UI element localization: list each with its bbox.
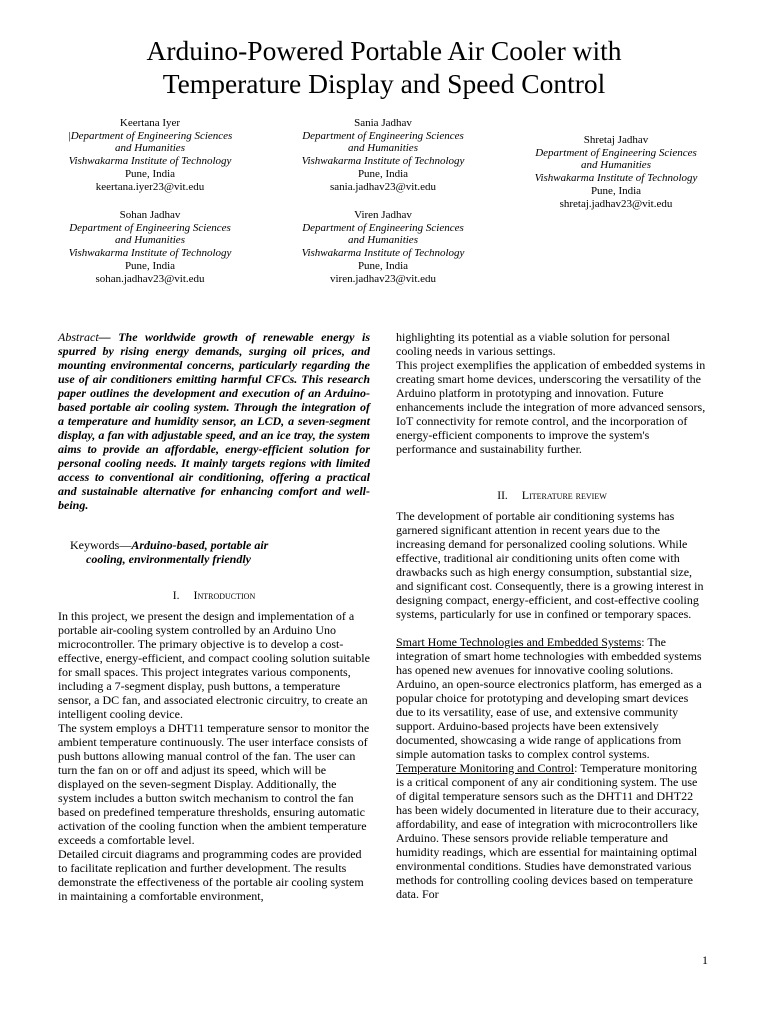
author-email: shretaj.jadhav23@vit.edu	[559, 197, 673, 210]
author-institute: Vishwakarma Institute of Technology	[301, 247, 465, 260]
title-line-1: Arduino-Powered Portable Air Cooler with	[146, 35, 622, 66]
page-number: 1	[702, 953, 708, 967]
author-email: viren.jadhav23@vit.edu	[329, 272, 437, 285]
author-institute: Vishwakarma Institute of Technology	[68, 155, 232, 168]
lit-paragraph-2	[396, 635, 708, 761]
author-department: |Department of Engineering Sciences	[67, 129, 233, 142]
section-heading-literature-review	[396, 488, 708, 503]
lit-paragraph-3	[396, 761, 708, 901]
author-city: Pune, India	[590, 184, 642, 197]
abstract	[58, 330, 370, 512]
intro-paragraph-3: Detailed circuit diagrams and programming codes are provided to facilitate replication and further development. The results demonstrate the effectiveness of the portable air cooling system in maintaining a comfortable environment,	[58, 847, 364, 903]
intro-paragraph-1: In this project, we present the design and implementation of a portable air-cooling system controlled by an Arduino Uno microcontroller. The primary objective is to develop a cost-effective, energy-efficient, and compact cooling solution suitable for small spaces. This project integrates various components, including a 7-segment display, push buttons, a temperature sensor, a DC fan, and associated electronic circuitry, to create an intelligent cooling device.	[58, 609, 370, 721]
keywords-lead: Keywords—	[70, 538, 132, 552]
section-number: II.	[497, 490, 508, 502]
author-department-cont: and Humanities	[348, 234, 418, 247]
author-institute: Vishwakarma Institute of Technology	[534, 172, 698, 185]
author-name: Viren Jadhav	[354, 209, 412, 221]
subheading-smart-home: Smart Home Technologies and Embedded Systems	[396, 635, 642, 649]
author-department-cont: and Humanities	[115, 234, 185, 247]
author-city: Pune, India	[357, 259, 409, 272]
lit-paragraph-3-body: : Temperature monitoring is a critical component of any air conditioning system. The use of digital temperature sensors such as the DHT11 and DHT22 has been widely documented in literature due to their accuracy, affordability, and ease of integration with microcontrollers like Arduino. These sensors provide reliable temperature and humidity readings, which are essential for maintaining optimal environmental conditions. Studies have demonstrated various methods for controlling cooling devices based on temperature data. For	[396, 761, 700, 901]
author-department: Department of Engineering Sciences	[69, 221, 231, 234]
intro-continued-paragraph: highlighting its potential as a viable solution for personal cooling needs in various settings.	[396, 330, 670, 358]
left-column	[58, 330, 370, 903]
author-department-cont: and Humanities	[348, 142, 418, 155]
author-name: Shretaj Jadhav	[583, 134, 649, 146]
title-line-2: Temperature Display and Speed Control	[162, 68, 606, 99]
paper-title	[60, 34, 708, 100]
author-email: sohan.jadhav23@vit.edu	[95, 272, 205, 285]
author-department: Department of Engineering Sciences	[302, 129, 464, 142]
intro-paragraph-4: This project exemplifies the application of embedded systems in creating smart home devices, underscoring the versatility of the Arduino platform in prototyping and innovation. Future enhancements include the integration of more advanced sensors, IoT connectivity for remote control, and the incorporation of energy-efficient components to improve the system's performance and sustainability further.	[396, 358, 706, 456]
keywords-line-2: cooling, environmentally friendly	[86, 552, 251, 566]
author-email: sania.jadhav23@vit.edu	[329, 180, 437, 193]
author-name: Sania Jadhav	[354, 117, 412, 129]
section-heading-introduction	[58, 588, 370, 603]
keywords	[58, 538, 370, 566]
author-name: Sohan Jadhav	[119, 209, 181, 221]
author-block	[35, 117, 265, 193]
keywords-line-1: Arduino-based, portable air	[131, 538, 269, 552]
intro-paragraph-2: The system employs a DHT11 temperature sensor to monitor the ambient temperature continuously. The user interface consists of push buttons allowing manual control of the fan. The user can turn the fan on or off and adjust its speed, which will be displayed on the seven-segment Display. Additionally, the system includes a button switch mechanism to control the fan based on predefined temperature thresholds, ensuring automatic activation of the cooling function when the ambient temperature exceeds a comfortable level.	[58, 721, 370, 847]
section-title: Literature review	[521, 488, 607, 502]
right-column	[396, 330, 708, 901]
author-institute: Vishwakarma Institute of Technology	[301, 155, 465, 168]
lit-paragraph-2-body: : The integration of smart home technologies with embedded systems has opened new avenues for innovative cooling solutions. Arduino, an open-source electronics platform, has emerged as a popular choice for prototyping and developing smart devices due to its versatility, ease of use, and extensive community support. Arduino-based projects have been extensively documented, showcasing a wide range of applications from simple automation tasks to complex control systems.	[396, 635, 702, 761]
abstract-lead: Abstract	[58, 330, 99, 344]
author-institute: Vishwakarma Institute of Technology	[68, 247, 232, 260]
abstract-body: — The worldwide growth of renewable energy is spurred by rising energy demands, surging oil prices, and mounting environmental concerns, particularly regarding the use of air conditioners emitting harmful CFCs. This research paper outlines the development and execution of an Arduino-based portable air cooling system. Through the integration of a temperature and humidity sensor, an LCD, a seven-segment display, a fan with adjustable speed, and an ice tray, the system aims to provide an affordable, energy-efficient solution for personal cooling needs. It mainly targets regions with limited access to conventional air conditioning, offering a practical and sustainable alternative for enhancing comfort and well-being.	[58, 330, 370, 512]
author-department-cont: and Humanities	[115, 142, 185, 155]
author-city: Pune, India	[124, 167, 176, 180]
author-block	[35, 209, 265, 285]
author-block	[268, 117, 498, 193]
section-title: Introduction	[193, 588, 256, 602]
subheading-temperature-monitoring: Temperature Monitoring and Control	[396, 761, 575, 775]
author-block	[501, 134, 731, 210]
author-city: Pune, India	[357, 167, 409, 180]
author-department: Department of Engineering Sciences	[302, 221, 464, 234]
author-department-cont: and Humanities	[581, 159, 651, 172]
paragraph-gap	[396, 621, 708, 635]
section-number: I.	[172, 590, 180, 602]
author-name: Keertana Iyer	[119, 117, 181, 129]
author-city: Pune, India	[124, 259, 176, 272]
author-department: Department of Engineering Sciences	[535, 146, 697, 159]
author-email: keertana.iyer23@vit.edu	[95, 180, 205, 193]
author-block	[268, 209, 498, 285]
lit-paragraph-1: The development of portable air conditioning systems has garnered significant attention in recent years due to the increasing demand for personalized cooling solutions. While effective, traditional air conditioning units often come with drawbacks such as high energy consumption, substantial size, and significant cost. Consequently, there is a growing interest in designing compact, energy-efficient, and cost-effective cooling systems, particularly for use in confined or temporary spaces.	[396, 509, 704, 621]
